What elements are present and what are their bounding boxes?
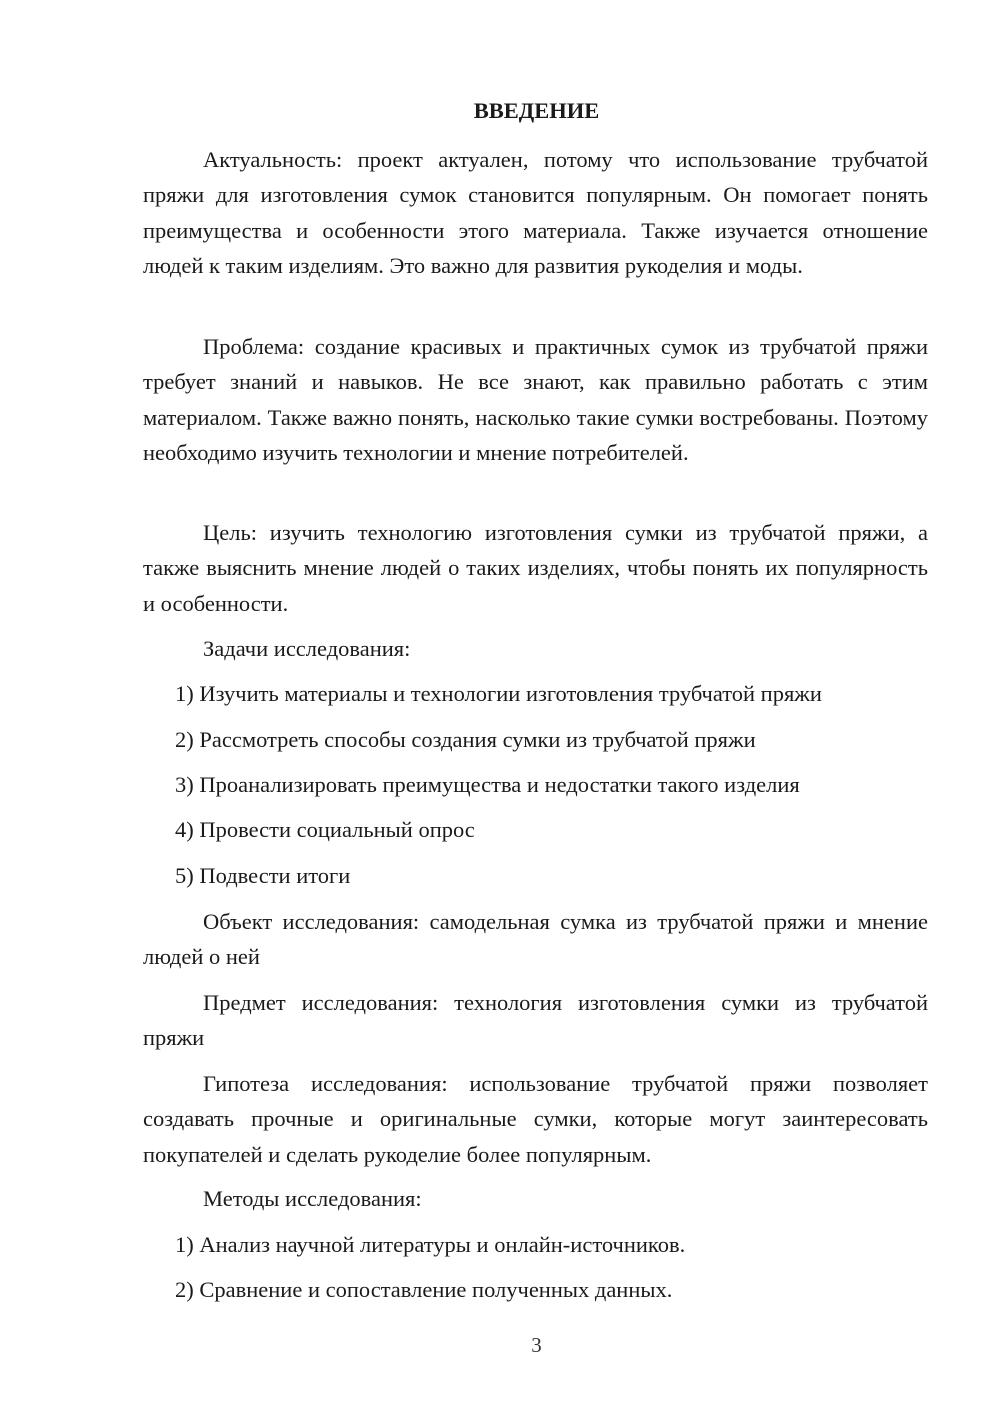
task-item-3: 3) Проанализировать преимущества и недостатки такого изделия <box>175 772 800 797</box>
task-item-1: 1) Изучить материалы и технологии изготовления трубчатой пряжи <box>175 681 822 706</box>
subject-paragraph: Предмет исследования: технология изготовления сумки из трубчатой пряжи <box>143 990 928 1051</box>
section-title: ВВЕДЕНИЕ <box>473 98 600 123</box>
task-item-4: 4) Провести социальный опрос <box>175 817 475 842</box>
method-item-1: 1) Анализ научной литературы и онлайн-источников. <box>175 1232 686 1257</box>
problem-paragraph: Проблема: создание красивых и практичных сумок из трубчатой пряжи требует знаний и навыков. Не все знают, как правильно работать с этим материалом. Также важно понять, насколько такие сумки востребованы. Поэтому необходимо изучить технологии и мнение потребителей. <box>143 334 928 466</box>
relevance-paragraph: Актуальность: проект актуален, потому что использование трубчатой пряжи для изготовления сумок становится популярным. Он помогает понять преимущества и особенности этого материала. Также изучается отношение людей к таким изделиям. Это важно для развития рукоделия и моды. <box>143 147 928 279</box>
methods-heading: Методы исследования: <box>203 1186 422 1211</box>
object-paragraph: Объект исследования: самодельная сумка из трубчатой пряжи и мнение людей о ней <box>143 909 928 970</box>
page-number: 3 <box>531 1333 542 1357</box>
goal-paragraph: Цель: изучить технологию изготовления сумки из трубчатой пряжи, а также выяснить мнение людей о таких изделиях, чтобы понять их популярность и особенности. <box>143 520 928 616</box>
task-item-5: 5) Подвести итоги <box>175 863 351 888</box>
hypothesis-paragraph: Гипотеза исследования: использование трубчатой пряжи позволяет создавать прочные и оригинальные сумки, которые могут заинтересовать покупателей и сделать рукоделие более популярным. <box>143 1071 928 1167</box>
method-item-2: 2) Сравнение и сопоставление полученных данных. <box>175 1277 673 1302</box>
tasks-heading: Задачи исследования: <box>203 636 411 661</box>
task-item-2: 2) Рассмотреть способы создания сумки из трубчатой пряжи <box>175 727 756 752</box>
